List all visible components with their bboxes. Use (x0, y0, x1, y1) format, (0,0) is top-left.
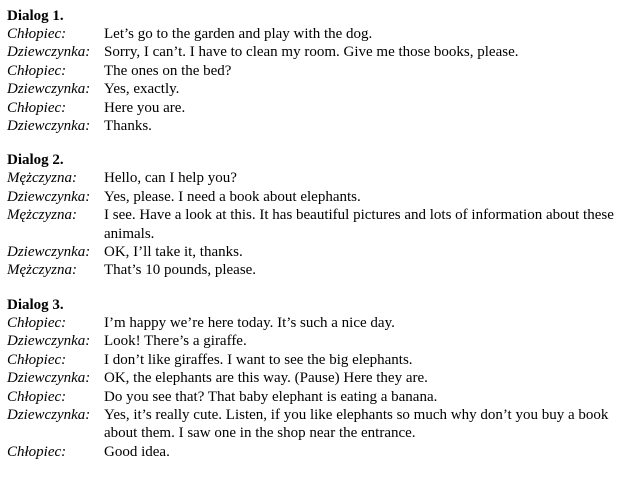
speaker-label: Chłopiec: (7, 99, 67, 116)
dialog-line (7, 43, 623, 61)
dialog-line (7, 117, 623, 135)
dialog-line (7, 314, 623, 332)
speaker-label: Dziewczynka: (7, 370, 91, 387)
line-text: I don’t like giraffes. I want to see the big elephants. (104, 351, 413, 368)
line-text: OK, the elephants are this way. (Pause) Here they are. (104, 370, 428, 387)
dialog-line (7, 62, 623, 80)
line-text: Thanks. (104, 118, 152, 135)
line-text: Good idea. (104, 443, 170, 460)
speaker-label: Mężczyzna: (7, 207, 77, 224)
dialog-line (7, 243, 623, 261)
dialog-3 (7, 296, 623, 461)
line-text: Do you see that? That baby elephant is eating a banana. (104, 388, 438, 405)
dialog-line (7, 406, 623, 443)
line-text: Yes, please. I need a book about elephants. (104, 188, 361, 205)
speaker-label: Dziewczynka: (7, 333, 91, 350)
dialog-title: Dialog 2. (7, 152, 64, 169)
speaker-label: Dziewczynka: (7, 188, 91, 205)
speaker-label: Dziewczynka: (7, 44, 91, 61)
dialog-line (7, 443, 623, 461)
line-text: The ones on the bed? (104, 62, 232, 79)
dialog-title: Dialog 3. (7, 296, 64, 313)
dialog-line (7, 332, 623, 350)
dialog-line (7, 99, 623, 117)
dialog-title: Dialog 1. (7, 8, 64, 24)
line-text: Look! There’s a giraffe. (104, 333, 247, 350)
dialog-line (7, 388, 623, 406)
speaker-label: Mężczyzna: (7, 170, 77, 187)
dialog-line (7, 351, 623, 369)
speaker-label: Dziewczynka: (7, 406, 91, 423)
speaker-label: Mężczyzna: (7, 262, 77, 279)
dialog-1 (7, 7, 623, 135)
line-text: Yes, it’s really cute. Listen, if you like elephants so much why don’t you buy a book about them. I saw one in the shop near the entrance. (104, 406, 609, 442)
line-text: Sorry, I can’t. I have to clean my room. Give me those books, please. (104, 44, 519, 61)
line-text: I see. Have a look at this. It has beautiful pictures and lots of information about these animals. (104, 207, 614, 242)
line-text: OK, I’ll take it, thanks. (104, 244, 243, 261)
line-text: I’m happy we’re here today. It’s such a nice day. (104, 314, 395, 331)
speaker-label: Chłopiec: (7, 62, 67, 79)
line-text: Yes, exactly. (104, 81, 180, 98)
dialog-line (7, 206, 623, 243)
speaker-label: Chłopiec: (7, 351, 67, 368)
dialog-2 (7, 151, 623, 279)
line-text: Let’s go to the garden and play with the dog. (104, 26, 373, 42)
speaker-label: Dziewczynka: (7, 244, 91, 261)
line-text: Hello, can I help you? (104, 170, 237, 187)
dialog-line (7, 25, 623, 43)
speaker-label: Chłopiec: (7, 26, 67, 42)
dialog-line (7, 369, 623, 387)
dialog-line (7, 261, 623, 279)
line-text: Here you are. (104, 99, 186, 116)
speaker-label: Dziewczynka: (7, 118, 91, 135)
dialog-line (7, 80, 623, 98)
speaker-label: Chłopiec: (7, 388, 67, 405)
line-text: That’s 10 pounds, please. (104, 262, 257, 279)
speaker-label: Chłopiec: (7, 443, 67, 460)
dialog-line (7, 169, 623, 187)
speaker-label: Chłopiec: (7, 314, 67, 331)
speaker-label: Dziewczynka: (7, 81, 91, 98)
dialog-line (7, 188, 623, 206)
